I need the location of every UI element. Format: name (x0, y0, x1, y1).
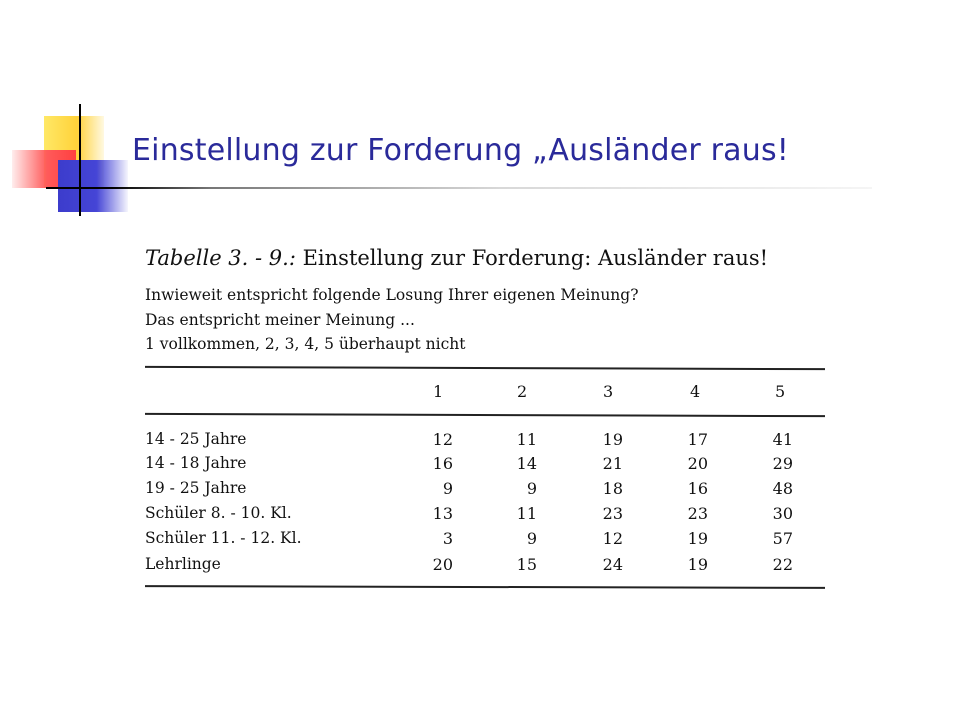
table-cell: 3 (442, 529, 453, 548)
table-cell: 30 (772, 504, 793, 523)
table-cell: 17 (687, 430, 708, 449)
slide-title: Einstellung zur Forderung „Ausländer raus! (132, 133, 790, 168)
table-top-rule (145, 366, 825, 370)
table-cell: 9 (442, 479, 453, 498)
table-intro-line: Das entspricht meiner Meinung ... (145, 311, 415, 329)
column-header: 3 (603, 382, 614, 401)
table-cell: 13 (432, 504, 453, 523)
table-cell: 12 (602, 529, 623, 548)
table-cell: 16 (432, 454, 453, 473)
row-label: 14 - 25 Jahre (145, 430, 247, 448)
title-underline (46, 187, 872, 189)
column-header: 4 (690, 382, 701, 401)
row-label: 19 - 25 Jahre (145, 479, 247, 497)
row-label: 14 - 18 Jahre (145, 454, 247, 472)
table-cell: 57 (772, 529, 793, 548)
table-cell: 21 (602, 454, 623, 473)
row-label: Schüler 8. - 10. Kl. (145, 504, 292, 522)
table-caption-number: Tabelle 3. - 9.: (145, 246, 296, 270)
logo-blue-square (58, 160, 128, 212)
table-cell: 24 (602, 555, 623, 574)
column-header: 2 (517, 382, 528, 401)
logo-vertical-line (79, 104, 81, 216)
table-cell: 16 (687, 479, 708, 498)
table-caption-text: Einstellung zur Forderung: Ausländer raus! (302, 246, 769, 270)
table-intro-line: 1 vollkommen, 2, 3, 4, 5 überhaupt nicht (145, 335, 466, 353)
row-label: Schüler 11. - 12. Kl. (145, 529, 302, 547)
table-cell: 48 (772, 479, 793, 498)
table-cell: 19 (687, 529, 708, 548)
table-cell: 12 (432, 430, 453, 449)
table-cell: 29 (772, 454, 793, 473)
table-intro-line: Inwieweit entspricht folgende Losung Ihrer eigenen Meinung? (145, 286, 639, 304)
table-caption (145, 246, 768, 270)
table-cell: 14 (516, 454, 537, 473)
table-bottom-rule (145, 585, 825, 589)
table-cell: 41 (772, 430, 793, 449)
table-cell: 11 (516, 430, 537, 449)
table-cell: 18 (602, 479, 623, 498)
table-cell: 9 (526, 479, 537, 498)
column-header: 5 (775, 382, 786, 401)
table-cell: 22 (772, 555, 793, 574)
row-label: Lehrlinge (145, 555, 221, 573)
table-cell: 19 (687, 555, 708, 574)
table-cell: 11 (516, 504, 537, 523)
table-header-rule (145, 413, 825, 417)
column-header: 1 (433, 382, 444, 401)
table-cell: 20 (432, 555, 453, 574)
table-cell: 20 (687, 454, 708, 473)
table-cell: 23 (602, 504, 623, 523)
table-cell: 19 (602, 430, 623, 449)
table-cell: 9 (526, 529, 537, 548)
table-cell: 15 (516, 555, 537, 574)
table-cell: 23 (687, 504, 708, 523)
